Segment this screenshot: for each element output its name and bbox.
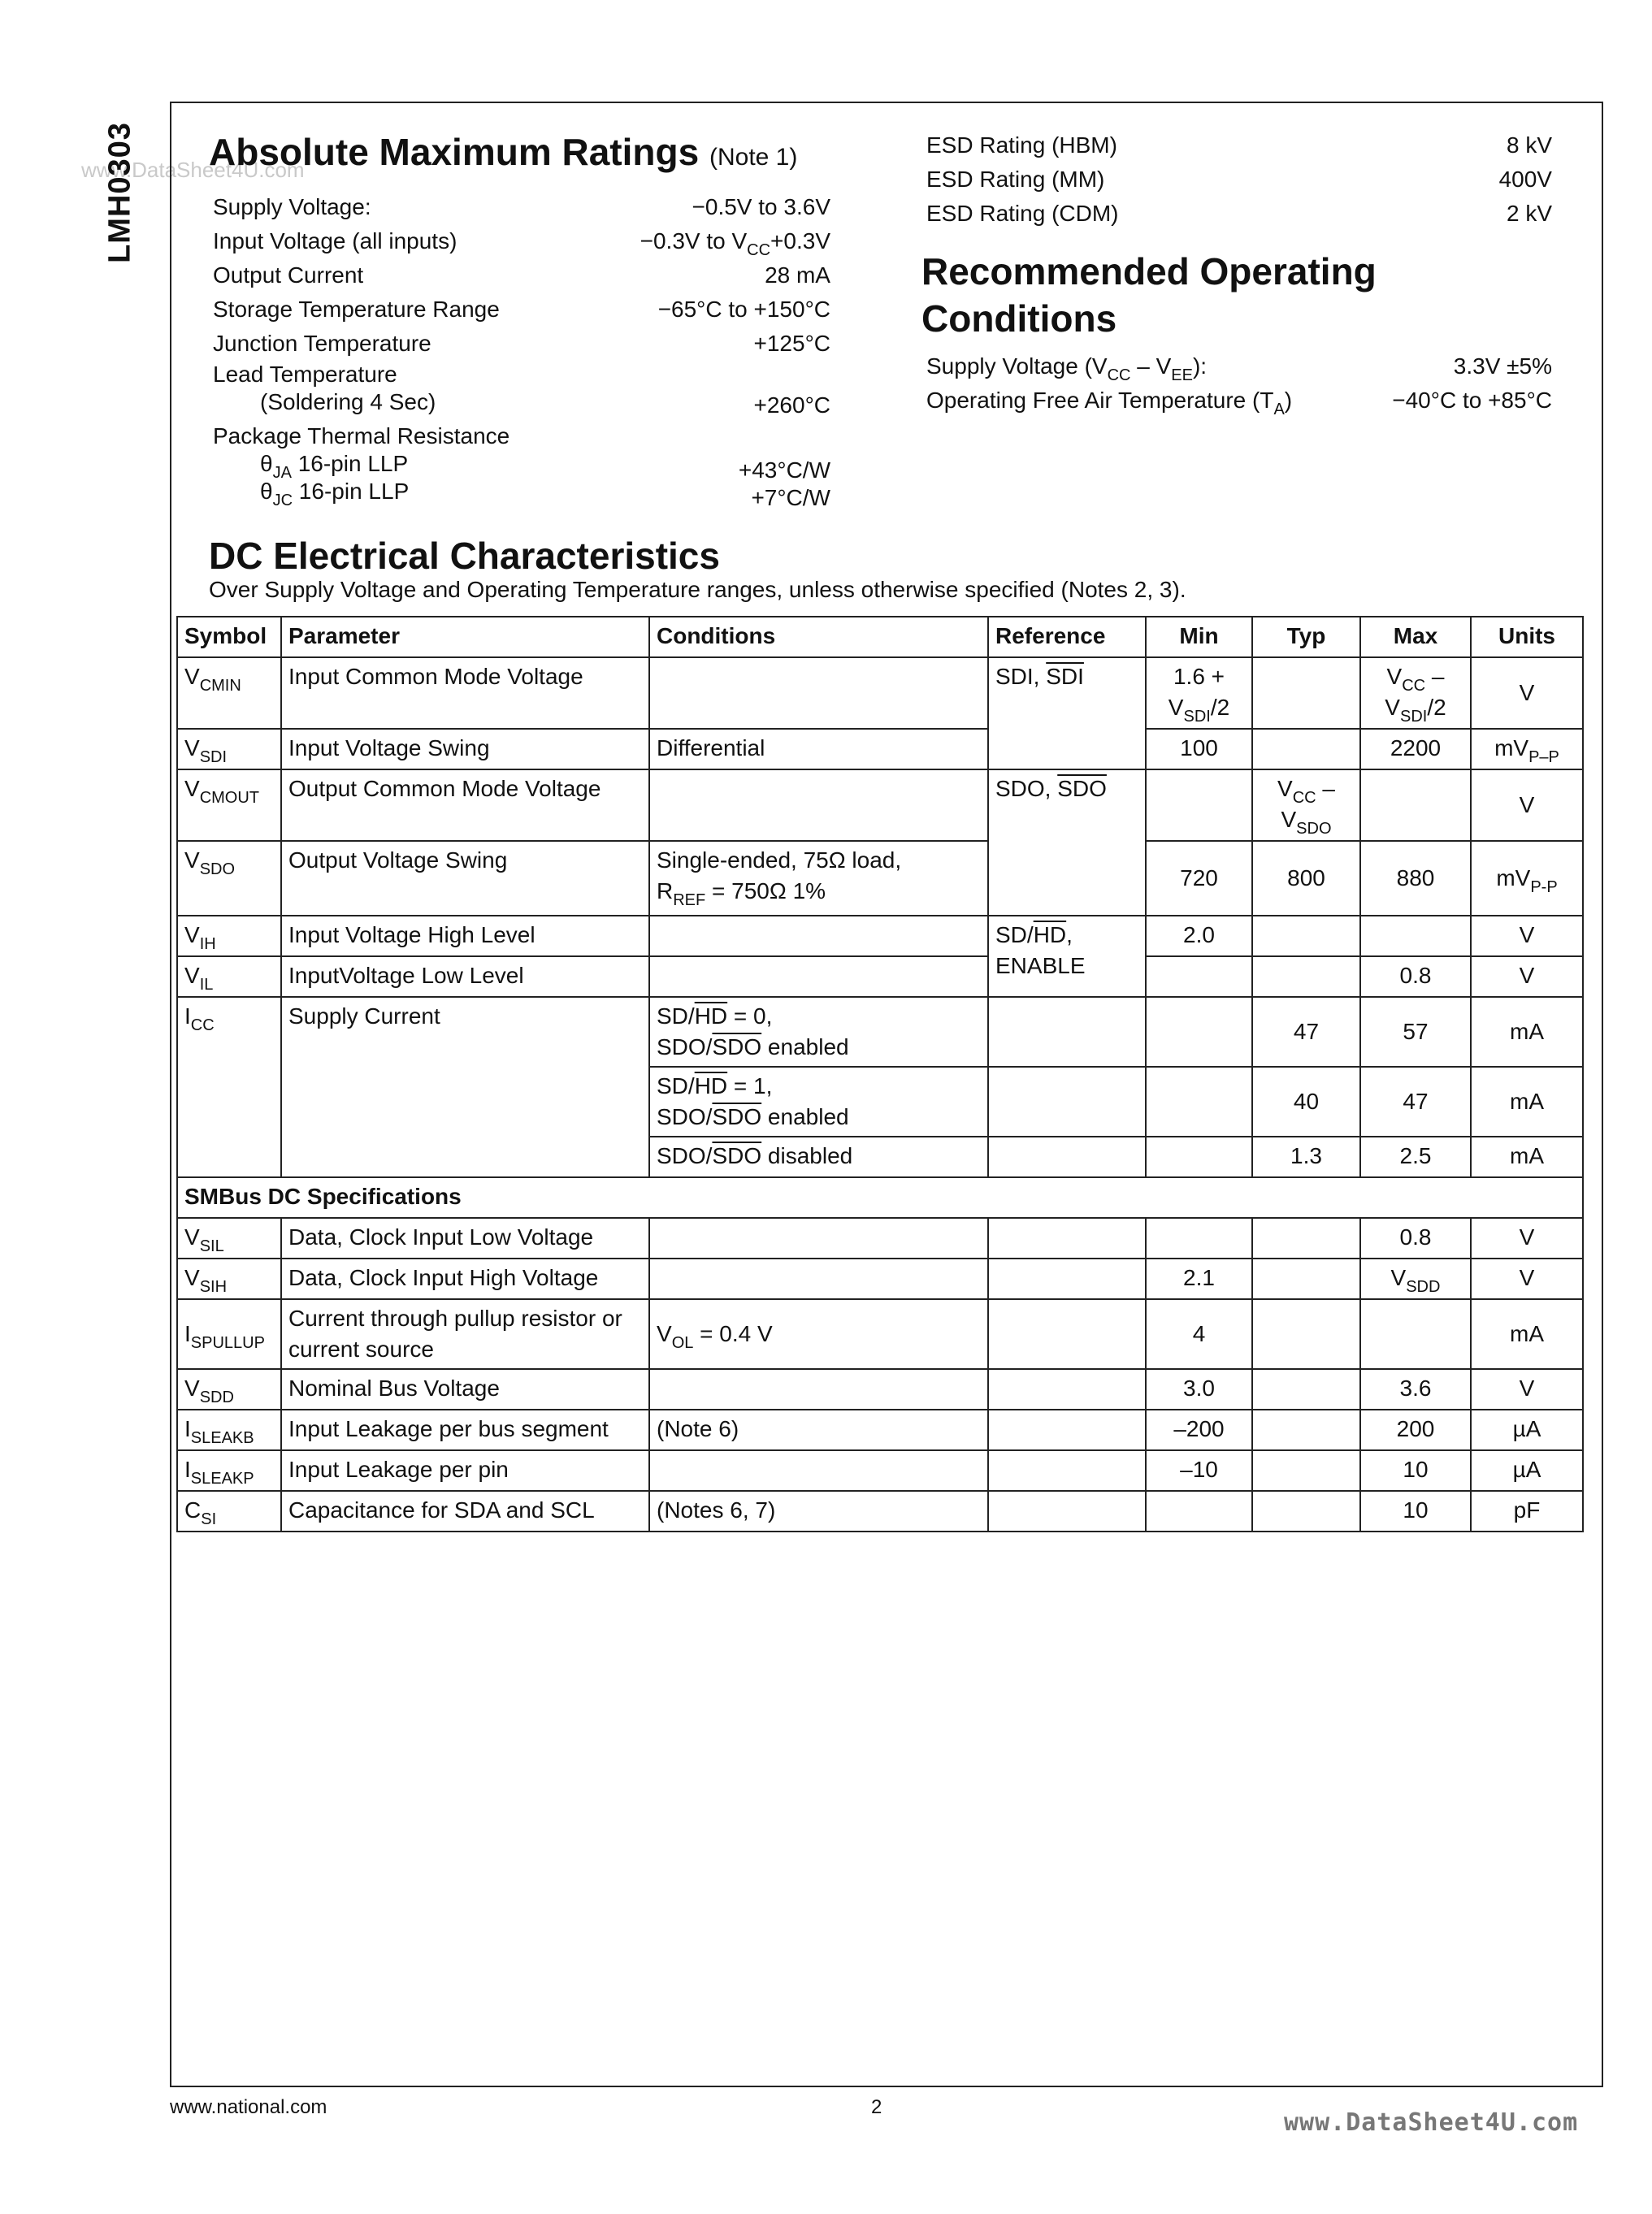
watermark-top: www.DataSheet4U.com	[81, 158, 305, 182]
col-reference: Reference	[988, 617, 1146, 657]
lead-temp-row: Lead Temperature (Soldering 4 Sec) +260°C	[213, 362, 830, 418]
table-row: $V_{SDO}$ Output Voltage Swing Single-ended, 75Ω load, $R_{REF} = 750\Omega$ 1% 720 800 880 $mV_{P-P}$	[177, 841, 1583, 916]
table-row: $I_{SLEAKB}$ Input Leakage per bus segment (Note 6) –200 200 µA	[177, 1410, 1583, 1450]
abs-max-title: Absolute Maximum Ratings (Note 1)	[209, 131, 798, 173]
table-row: $I_{CC}$ Supply Current $SD/\overline{HD} = 0$, SDO/$\overline{SDO}$ enabled 47 57 mA	[177, 997, 1583, 1067]
rec-temp-row: Operating Free Air Temperature $(T_A)$ −40°C to +85°C	[926, 388, 1552, 418]
col-parameter: Parameter	[281, 617, 649, 657]
abs-max-list	[213, 190, 830, 510]
table-row: SDO/$\overline{SDO}$ disabled 1.3 2.5 mA	[177, 1137, 1583, 1177]
storage-temp-row: Storage Temperature Range −65°C to +150°C	[213, 297, 830, 322]
table-row: $V_{SIH}$ Data, Clock Input High Voltage 2.1 $V_{SDD}$ V	[177, 1259, 1583, 1299]
table-row: $I_{SPULLUP}$ Current through pullup resistor or current source $V_{OL} = 0.4$ V 4 mA	[177, 1299, 1583, 1369]
output-current-row: Output Current 28 mA	[213, 262, 830, 288]
col-units: Units	[1471, 617, 1583, 657]
dc-description: Over Supply Voltage and Operating Temperature ranges, unless otherwise specified (Notes 2, 3).	[209, 577, 1186, 602]
table-row: $C_{SI}$ Capacitance for SDA and SCL (Notes 6, 7) 10 pF	[177, 1491, 1583, 1532]
table-row: $SD/\overline{HD} = 1$, SDO/$\overline{SDO}$ enabled 40 47 mA	[177, 1067, 1583, 1137]
ref-sdo: SDO, $\overline{SDO}$	[988, 769, 1146, 916]
table-row: $V_{IL}$ InputVoltage Low Level 0.8 V	[177, 956, 1583, 997]
col-typ: Typ	[1252, 617, 1360, 657]
input-voltage-row: Input Voltage (all inputs) −0.3V to $V_{CC}+0.3V$	[213, 228, 830, 259]
abs-max-note: (Note 1)	[709, 144, 798, 171]
ref-sdi: SDI, $\overline{SDI}$	[988, 657, 1146, 769]
table-row: $V_{IH}$ Input Voltage High Level $SD/\overline{HD}$, ENABLE 2.0 V	[177, 916, 1583, 956]
thermal-row: Package Thermal Resistance	[213, 423, 510, 448]
theta-jc-row: $\theta_{JC}$ 16-pin LLP +7°C/W	[260, 479, 830, 510]
dc-title: DC Electrical Characteristics	[209, 535, 720, 577]
col-min: Min	[1146, 617, 1252, 657]
junction-temp-row: Junction Temperature +125°C	[213, 331, 830, 356]
footer-url[interactable]: www.national.com	[170, 2096, 327, 2118]
page-number: 2	[871, 2096, 882, 2118]
esd-cdm-row: ESD Rating (CDM) 2 kV	[926, 201, 1552, 226]
supply-voltage-row: Supply Voltage: −0.5V to 3.6V	[213, 194, 830, 219]
col-symbol: Symbol	[177, 617, 281, 657]
table-section-row: SMBus DC Specifications	[177, 1177, 1583, 1218]
col-max: Max	[1360, 617, 1471, 657]
dc-table	[176, 616, 1584, 1532]
table-row: $V_{SDD}$ Nominal Bus Voltage 3.0 3.6 V	[177, 1369, 1583, 1410]
table-row: $I_{SLEAKP}$ Input Leakage per pin –10 10 µA	[177, 1450, 1583, 1491]
footer-watermark: www.DataSheet4U.com	[1284, 2108, 1579, 2137]
table-row: $V_{SIL}$ Data, Clock Input Low Voltage 0.8 V	[177, 1218, 1583, 1259]
table-header-row	[177, 617, 1583, 657]
esd-list	[926, 128, 1552, 231]
rec-op-title: Recommended Operating Conditions	[921, 250, 1377, 340]
ref-sd-hd: $SD/\overline{HD}$, ENABLE	[988, 916, 1146, 997]
esd-hbm-row: ESD Rating (HBM) 8 kV	[926, 132, 1552, 158]
table-row: $V_{CMOUT}$ Output Common Mode Voltage SDO, $\overline{SDO}$ $V_{CC}$ – $V_{SDO}$ V	[177, 769, 1583, 841]
col-conditions: Conditions	[649, 617, 988, 657]
table-row: $V_{SDI}$ Input Voltage Swing Differential 100 2200 $mV_{P-P}$	[177, 729, 1583, 769]
table-row: $V_{CMIN}$ Input Common Mode Voltage SDI, $\overline{SDI}$ 1.6 + $V_{SDI}/2$ $V_{CC}$ – $V_{SDI}/2$ V	[177, 657, 1583, 729]
theta-ja-row: $\theta_{JA}$ 16-pin LLP +43°C/W	[260, 451, 830, 483]
rec-supply-row: Supply Voltage $(V_{CC} - V_{EE})$: 3.3V ±5%	[926, 353, 1552, 384]
esd-mm-row: ESD Rating (MM) 400V	[926, 167, 1552, 192]
side-label: LMH0303	[102, 122, 137, 263]
rec-op-list	[926, 349, 1552, 418]
